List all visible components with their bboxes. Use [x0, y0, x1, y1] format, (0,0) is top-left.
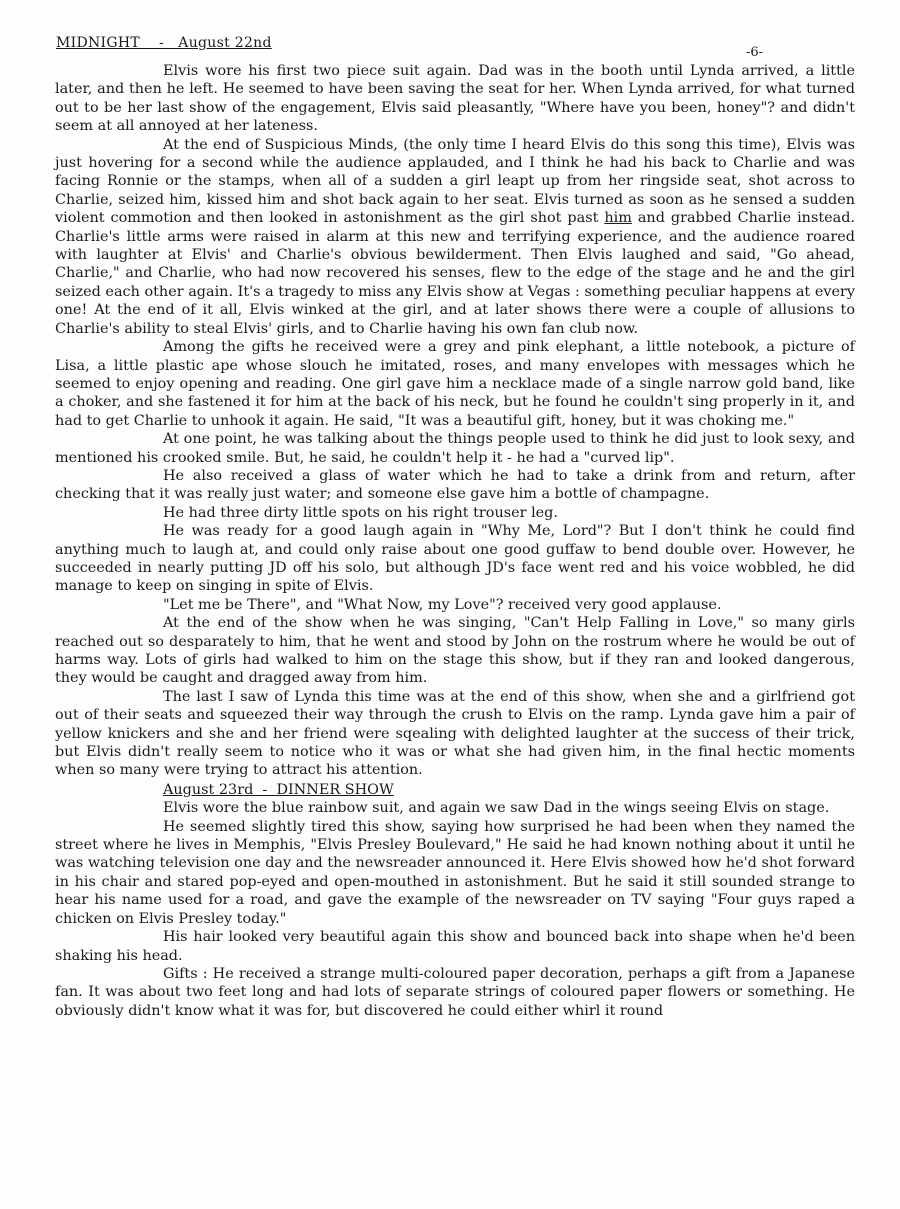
- paragraph: He also received a glass of water which he had to take a drink from and return, after checking that it was really just water; and someone else gave him a bottle of champagne.: [55, 467, 855, 503]
- paragraph: At one point, he was talking about the things people used to think he did just to look sexy, and mentioned his crooked smile. But, he said, he couldn't help it - he had a "curved lip".: [55, 431, 855, 466]
- paragraph: At the end of Suspicious Minds, (the only time I heard Elvis do this song this time), Elvis was just hovering for a second while the audience applauded, and I think he had his back to Charlie and was facing Ronnie or the stamps, when all of a sudden a girl leapt up from her ringside seat, shot across to Charlie, seized him, kissed him and shot back again to her seat. Elvis turned as soon as he sensed a sudden violent commotion and then looked in astonishment as the girl shot past him and grabbed Charlie instead. Charlie's little arms were raised in alarm at this new and terrifying experience, and the audience roared with laughter at Elvis' and Charlie's obvious bewilderment. Then Elvis laughed and said, "Go ahead, Charlie," and Charlie, who had now recovered his senses, flew to the edge of the stage and he and the girl seized each other again. It's a tragedy to miss any Elvis show at Vegas : something peculiar happens at every one! At the end of it all, Elvis winked at the girl, and at later shows there were a couple of allusions to Charlie's ability to steal Elvis' girls, and to Charlie having his own fan club now.: [55, 136, 856, 337]
- underlined-word: him: [604, 210, 632, 227]
- section-heading-dinner-show: August 23rd - DINNER SHOW: [163, 781, 394, 798]
- paragraph: Elvis wore his first two piece suit again. Dad was in the booth until Lynda arrived, a little later, and then he left. He seemed to have been saving the seat for her. When Lynda arrived, for what turned out to be her last show of the engagement, Elvis said pleasantly, "Where have you been, honey"? and didn't seem at all annoyed at her lateness.: [55, 63, 855, 135]
- paragraph: Gifts : He received a strange multi-coloured paper decoration, perhaps a gift from a Japanese fan. It was about two feet long and had lots of separate strings of coloured paper flowers or something. He obviously didn't know what it was for, but discovered he could either whirl it round: [55, 965, 855, 1019]
- paragraph: Among the gifts he received were a grey and pink elephant, a little notebook, a picture of Lisa, a little plastic ape whose slouch he imitated, roses, and many envelopes with messages which he seemed to enjoy opening and reading. One girl gave him a necklace made of a single narrow gold band, like a choker, and she fastened it for him at the back of his neck, but he found he couldn't sing properly in it, and had to get Charlie to unhook it again. He said, "It was a beautiful gift, honey, but it was choking me.": [55, 339, 855, 429]
- paragraph: He was ready for a good laugh again in "Why Me, Lord"? But I don't think he could find anything much to laugh at, and could only raise about one good guffaw to bend double over. However, he succeeded in nearly putting JD off his solo, but although JD's face went red and his voice wobbled, he did manage to keep on singing in spite of Elvis.: [55, 523, 855, 595]
- paragraph: Elvis wore the blue rainbow suit, and again we saw Dad in the wings seeing Elvis on stage.: [163, 800, 830, 817]
- section-heading-midnight: MIDNIGHT - August 22nd: [56, 35, 272, 51]
- document-body: [55, 62, 855, 1020]
- paragraph: He had three dirty little spots on his right trouser leg.: [163, 504, 558, 521]
- paragraph: The last I saw of Lynda this time was at the end of this show, when she and a girlfriend got out of their seats and squeezed their way through the crush to Elvis on the ramp. Lynda gave him a pair of yellow knickers and she and her friend were sqealing with delighted laughter at the success of their trick, but Elvis didn't really seem to notice who it was or what she had given him, in the final hectic moments when so many were trying to attract his attention.: [55, 688, 855, 779]
- page-number: -6-: [746, 45, 764, 60]
- paragraph: "Let me be There", and "What Now, my Love"? received very good applause.: [163, 596, 722, 613]
- paragraph: His hair looked very beautiful again this show and bounced back into shape when he'd been shaking his head.: [55, 929, 855, 964]
- paragraph: At the end of the show when he was singing, "Can't Help Falling in Love," so many girls reached out so desparately to him, that he went and stood by John on the rostrum where he would be out of harms way. Lots of girls had walked to him on the stage this show, but if they ran and looked dangerous, they would be caught and dragged away from him.: [55, 615, 855, 687]
- paragraph: He seemed slightly tired this show, saying how surprised he had been when they named the street where he lives in Memphis, "Elvis Presley Boulevard," He said he had known nothing about it until he was watching television one day and the newsreader announced it. Here Elvis showed how he'd shot forward in his chair and stared pop-eyed and open-mouthed in astonishment. But he said it still sounded strange to hear his name used for a road, and gave the example of the newsreader on TV saying "Four guys raped a chicken on Elvis Presley today.": [55, 818, 855, 927]
